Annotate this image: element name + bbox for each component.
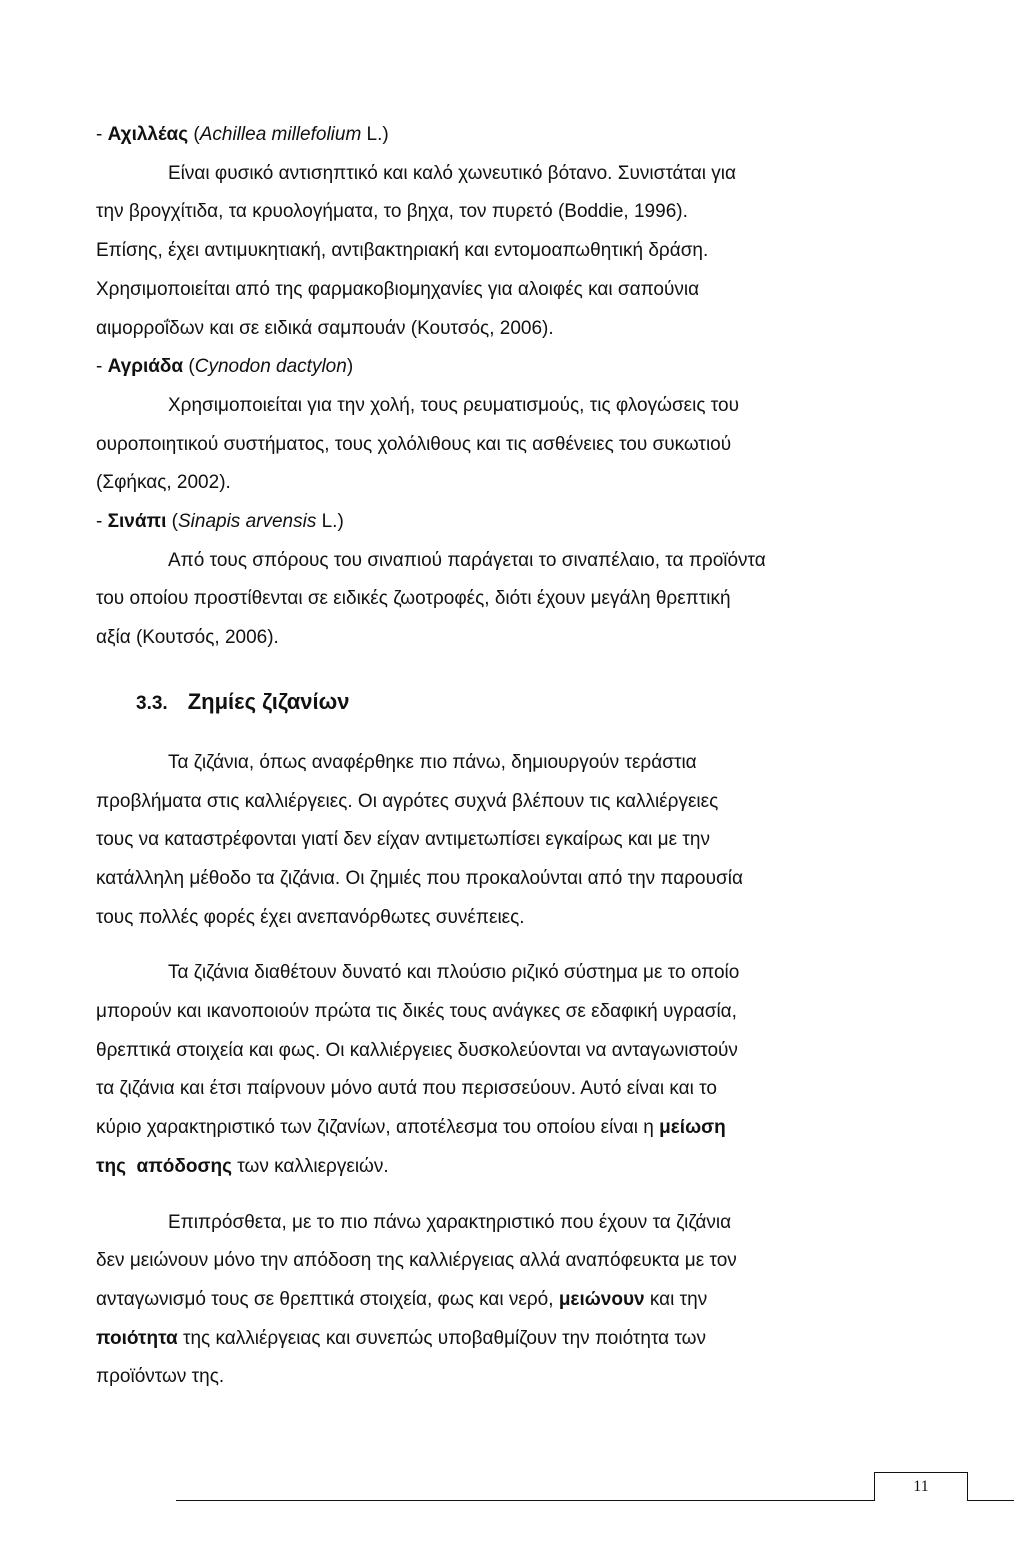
paragraph-line: ποιότητα της καλλιέργειας και συνεπώς υποβαθμίζουν την ποιότητα των <box>96 1327 707 1349</box>
plant-description-line: αιμορροΐδων και σε ειδικά σαμπουάν (Κουτσός, 2006). <box>96 317 554 339</box>
plant-description-line: του οποίου προστίθενται σε ειδικές ζωοτροφές, διότι έχουν μεγάλη θρεπτική <box>96 588 731 610</box>
paragraph-line: της απόδοσης των καλλιεργειών. <box>96 1155 389 1177</box>
paragraph-line: ανταγωνισμό τους σε θρεπτικά στοιχεία, φως και νερό, μειώνουν και την <box>96 1288 708 1310</box>
footer-rule-right <box>968 1500 1014 1501</box>
paragraph-line: μπορούν και ικανοποιούν πρώτα τις δικές τους ανάγκες σε εδαφική υγρασία, <box>96 1001 737 1023</box>
plant-description-line: Χρησιμοποιείται από της φαρμακοβιομηχανίες για αλοιφές και σαπούνια <box>96 278 700 300</box>
footer-rule-left <box>176 1500 874 1501</box>
plant-entry-sinapis <box>96 503 868 658</box>
paragraph-line: Τα ζιζάνια διαθέτουν δυνατό και πλούσιο ριζικό σύστημα με το οποίο <box>168 962 740 984</box>
plant-name: Αχιλλέας <box>107 124 189 145</box>
paragraph-line: Τα ζιζάνια, όπως αναφέρθηκε πιο πάνω, δημιουργούν τεράστια <box>168 751 697 773</box>
paragraph-line: Επιπρόσθετα, με το πιο πάνω χαρακτηριστικό που έχουν τα ζιζάνια <box>168 1211 732 1233</box>
plant-heading: - Σινάπι (Sinapis arvensis L.) <box>96 511 344 533</box>
paragraph-line: τα ζιζάνια και έτσι παίρνουν μόνο αυτά που περισσεύουν. Αυτό είναι και το <box>96 1078 717 1100</box>
plant-latin-name: Cynodon dactylon <box>194 356 347 378</box>
paragraph-line: τους πολλές φορές έχει ανεπανόρθωτες συνέπειες. <box>96 906 525 928</box>
plant-description-line: την βρογχίτιδα, τα κρυολογήματα, το βηχα, τον πυρετό (Boddie, 1996). <box>96 201 688 223</box>
plant-heading: - Αχιλλέας (Achillea millefolium L.) <box>96 124 389 145</box>
page-number: 11 <box>874 1472 968 1501</box>
plant-entry-achillea <box>96 116 868 348</box>
paragraph-3 <box>96 1204 868 1398</box>
paragraph-2 <box>96 954 868 1186</box>
paragraph-1 <box>96 744 868 938</box>
plant-description-line: Χρησιμοποιείται για την χολή, τους ρευματισμούς, τις φλογώσεις του <box>168 394 739 416</box>
paragraph-line: κύριο χαρακτηριστικό των ζιζανίων, αποτέλεσμα του οποίου είναι η μείωση <box>96 1117 726 1139</box>
paragraph-line: κατάλληλη μέθοδο τα ζιζάνια. Οι ζημιές που προκαλούνται από την παρουσία <box>96 867 743 889</box>
section-heading <box>96 682 868 724</box>
page-body <box>96 116 868 1397</box>
paragraph-line: θρεπτικά στοιχεία και φως. Οι καλλιέργειες δυσκολεύονται να ανταγωνιστούν <box>96 1039 738 1061</box>
paragraph-line: δεν μειώνουν μόνο την απόδοση της καλλιέργειας αλλά αναπόφευκτα με τον <box>96 1250 737 1272</box>
emphasis-reduce: μειώνουν <box>558 1288 645 1310</box>
plant-entry-cynodon <box>96 348 868 503</box>
plant-name: Αγριάδα <box>107 356 184 378</box>
section-title: Ζημίες ζιζανίων <box>187 688 350 714</box>
emphasis-yield: της απόδοσης <box>96 1155 232 1177</box>
paragraph-line: προβλήματα στις καλλιέργειες. Οι αγρότες συχνά βλέπουν τις καλλιέργειες <box>96 790 719 812</box>
paragraph-line: προϊόντων της. <box>96 1366 225 1388</box>
plant-description-line: (Σφήκας, 2002). <box>96 472 231 494</box>
plant-latin-name: Achillea millefolium <box>199 124 362 145</box>
section-number: 3.3. <box>136 692 168 714</box>
plant-latin-name: Sinapis arvensis <box>177 511 317 533</box>
emphasis-quality: ποιότητα <box>96 1327 178 1349</box>
plant-description-line: ουροποιητικού συστήματος, τους χολόλιθους και τις ασθένειες του συκωτιού <box>96 433 732 455</box>
plant-description-line: Από τους σπόρους του σιναπιού παράγεται το σιναπέλαιο, τα προϊόντα <box>168 549 766 571</box>
plant-description-line: αξία (Κουτσός, 2006). <box>96 627 279 649</box>
plant-name: Σινάπι <box>107 511 167 533</box>
paragraph-line: τους να καταστρέφονται γιατί δεν είχαν αντιμετωπίσει εγκαίρως και με την <box>96 829 710 851</box>
emphasis-reduction: μείωση <box>659 1117 726 1139</box>
plant-description-line: Επίσης, έχει αντιμυκητιακή, αντιβακτηριακή και εντομοαπωθητική δράση. <box>96 240 709 262</box>
plant-description-line: Είναι φυσικό αντισηπτικό και καλό χωνευτικό βότανο. Συνιστάται για <box>168 162 736 184</box>
plant-heading: - Αγριάδα (Cynodon dactylon) <box>96 356 354 378</box>
